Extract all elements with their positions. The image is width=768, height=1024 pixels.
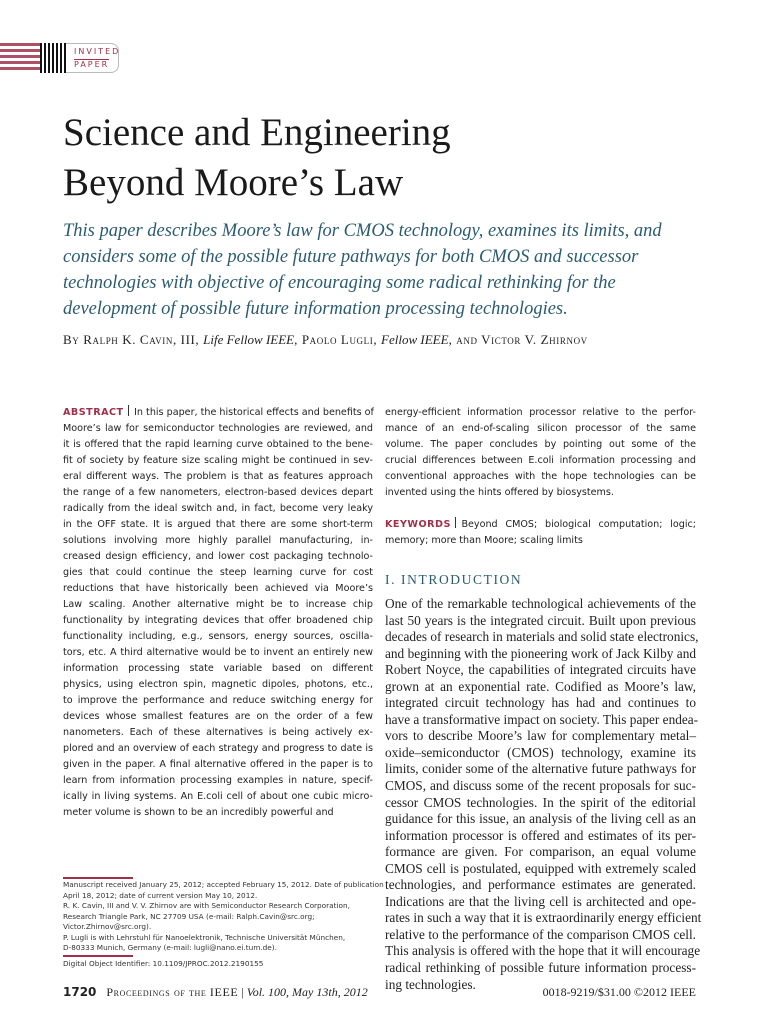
text-line: Indications are that the living cell is architected and ope- <box>385 893 696 909</box>
text-line: learn from information processing examples in nature, specif- <box>63 775 373 786</box>
text-line: it is offered that the rapid learning curve obtained to the bene- <box>63 439 373 450</box>
text-line: limits, conider some of the alternative future pathways for <box>385 761 696 777</box>
text-line: oxide–semiconductor (CMOS) technology, examine its <box>385 744 696 760</box>
footnote-rule <box>63 877 133 879</box>
abstract-continued <box>385 405 696 501</box>
text-line: R. K. Cavin, III and V. V. Zhirnov are with Semiconductor Research Corporation, <box>63 901 350 910</box>
text-line: radically from the ideal switch and, in fact, become very leaky <box>63 503 373 514</box>
page-number: 1720 <box>63 985 97 999</box>
text-line: functionality including, e.g., sensors, energy sources, oscilla- <box>63 631 373 642</box>
text-line: Law scaling. Another alternative might be to increase chip <box>63 599 373 610</box>
text-line: Moore’s law for semiconductor technologies are reviewed, and <box>63 423 373 434</box>
text-line: functionality by integrating devices that offer broadened chip <box>63 615 373 626</box>
text-line: conventional approaches with the hope technologies can be <box>385 471 696 482</box>
doi: Digital Object Identifier: 10.1109/JPROC.2012.2190155 <box>63 959 264 968</box>
text-line: One of the remarkable technological achievements of the <box>385 596 696 611</box>
text-line: memory; more than Moore; scaling limits <box>385 535 583 546</box>
text-line: cessor CMOS technologies. In the spirit of the editorial <box>385 794 696 810</box>
text-line: reductions that have historically been achieved via Moore’s <box>63 583 373 594</box>
author-2: , Paolo Lugli, <box>294 332 378 347</box>
text-line: considers some of the possible future pathways for both CMOS and successor <box>63 247 639 267</box>
text-line: eral different ways. The problem is that as features approach <box>63 471 373 482</box>
text-line: information processor is offered and estimates of its per- <box>385 827 696 843</box>
issue-info: Vol. 100, May 13th, 2012 <box>246 985 368 999</box>
text-line: ing technologies. <box>385 976 476 992</box>
text-line: Victor.Zhirnov@src.org). <box>63 922 152 931</box>
text-line: development of possible future information processing technologies. <box>63 299 568 319</box>
author-1: By Ralph K. Cavin, III, <box>63 332 200 347</box>
text-line: integrated circuit technology has had and continues to <box>385 695 696 711</box>
badge-stripes-graphic <box>0 43 40 73</box>
copyright: 0018-9219/$31.00 ©2012 IEEE <box>542 985 696 999</box>
text-line: plored and an overview of each strategy and progress to date is <box>63 743 373 754</box>
text-line: physics, using electron spin, magnetic dipoles, photons, etc., <box>63 679 373 690</box>
text-line: to improve the performance and reduce switching energy for <box>63 695 373 706</box>
text-line: fit of society by feature size scaling might be continued in sev- <box>63 455 373 466</box>
text-line: in the OFF state. It is argued that there are some short-term <box>63 519 373 530</box>
title-line-2: Beyond Moore’s Law <box>63 161 404 204</box>
text-line: crucial differences between E.coli information processing and <box>385 455 696 466</box>
keywords-body <box>385 533 696 549</box>
text-line: solutions involving more highly parallel manufacturing, in- <box>63 535 373 546</box>
text-line: technologies, and performance estimates are generated. <box>385 877 696 893</box>
text-line: rates in such a way that it is extraordinarily energy efficient <box>385 910 702 926</box>
text-line: information processing state variable based on different <box>63 663 373 674</box>
keywords <box>385 517 696 549</box>
text-line: Robert Noyce, the capabilities of integrated circuits have <box>385 662 696 678</box>
text-line: vors to describe Moore’s law for complementary metal– <box>385 728 696 744</box>
text-line: tors, etc. A third alternative would be to invent an entirely new <box>63 647 373 658</box>
author-line <box>63 332 588 348</box>
text-line: decades of research in materials and solid state electronics, <box>385 629 699 645</box>
author-3: , and Victor V. Zhirnov <box>448 332 588 347</box>
paper-title <box>63 108 451 208</box>
text-line: gies that could continue the steep learning curve for cost <box>63 567 373 578</box>
text-line: This analysis is offered with the hope that it will encourage <box>385 943 701 959</box>
badge-line-2: PAPER <box>74 60 110 69</box>
text-line: devices whose smallest features are on the order of a few <box>63 711 373 722</box>
badge-barcode-graphic <box>40 43 66 73</box>
badge-line-1: INVITED <box>74 47 121 56</box>
text-line: given in the paper. A final alternative offered in the paper is to <box>63 759 373 770</box>
abstract <box>63 405 373 821</box>
author-2-title: Fellow IEEE <box>381 332 449 347</box>
text-line: radical rethinking of possible future information process- <box>385 960 696 976</box>
text-line: guidance for this issue, an analysis of the living cell as an <box>385 811 696 827</box>
text-line: have a transformative impact on society. This paper endea- <box>385 711 699 727</box>
text-line: Manuscript received January 25, 2012; accepted February 15, 2012. Date of publication <box>63 880 384 889</box>
footnote <box>63 880 383 954</box>
author-1-title: Life Fellow IEEE <box>203 332 295 347</box>
text-line: Research Triangle Park, NC 27709 USA (e-mail: Ralph.Cavin@src.org; <box>63 911 315 921</box>
text-line: grown at an exponential rate. Codified as Moore’s law, <box>385 678 696 694</box>
text-line: nanometers. Each of these alternatives is being actively ex- <box>63 727 373 738</box>
text-line: volume. The paper concludes by pointing out some of the <box>385 439 696 450</box>
divider <box>128 405 130 416</box>
invited-paper-badge <box>0 43 120 73</box>
text-line: April 18, 2012; date of current version May 10, 2012. <box>63 890 258 900</box>
text-line: energy-efficient information processor relative to the perfor- <box>385 407 696 418</box>
abstract-text: In this paper, the historical effects and benefits of <box>134 407 374 418</box>
title-line-1: Science and Engineering <box>63 111 451 154</box>
footnote-rule-2 <box>63 955 133 957</box>
text-line: P. Lugli is with Lehrstuhl für Nanoelektronik, Technische Universität München, <box>63 932 346 942</box>
text-line: creased design efficiency, and lower cost packaging technolo- <box>63 551 373 562</box>
text-line: the range of a few nanometers, electron-based devices depart <box>63 487 373 498</box>
page-footer: 1720 Proceedings of the IEEE | Vol. 100, May 13th, 2012 <box>63 985 368 999</box>
keywords-text: Beyond CMOS; biological computation; logic; <box>461 519 696 530</box>
introduction-body <box>385 596 702 993</box>
text-line: D-80333 Munich, Germany (e-mail: lugli@nano.ei.tum.de). <box>63 943 277 952</box>
section-heading: I. INTRODUCTION <box>385 572 523 587</box>
text-line: ically in living systems. An E.coli cell of about one cubic micro- <box>63 791 373 802</box>
keywords-label: KEYWORDS <box>385 519 451 530</box>
divider <box>455 517 457 528</box>
text-line: invented using the hints offered by biosystems. <box>385 487 614 498</box>
text-line: This paper describes Moore’s law for CMOS technology, examines its limits, and <box>63 221 662 241</box>
text-line: formance are given. For comparison, an equal volume <box>385 844 696 860</box>
text-line: and beginning with the pioneering work of Jack Kilby and <box>385 645 696 661</box>
text-line: CMOS, and discuss some of the recent proposals for suc- <box>385 778 696 794</box>
text-line: mance of an end-of-scaling silicon processor of the same <box>385 423 696 434</box>
abstract-label: ABSTRACT <box>63 407 124 418</box>
text-line: last 50 years is the integrated circuit. Built upon previous <box>385 612 696 628</box>
text-line: relative to the performance of the comparison CMOS cell. <box>385 926 696 942</box>
paper-summary <box>63 218 703 322</box>
text-line: technologies with objective of encouraging some radical rethinking for the <box>63 273 616 293</box>
text-line: CMOS cell is postulated, equipped with extremely scaled <box>385 860 696 876</box>
journal-name: Proceedings of the IEEE <box>106 985 239 999</box>
abstract-line-0 <box>63 405 373 421</box>
keywords-line-0 <box>385 517 696 533</box>
abstract-body <box>63 421 373 821</box>
text-line: meter volume is shown to be an incredibly powerful and <box>63 807 334 818</box>
